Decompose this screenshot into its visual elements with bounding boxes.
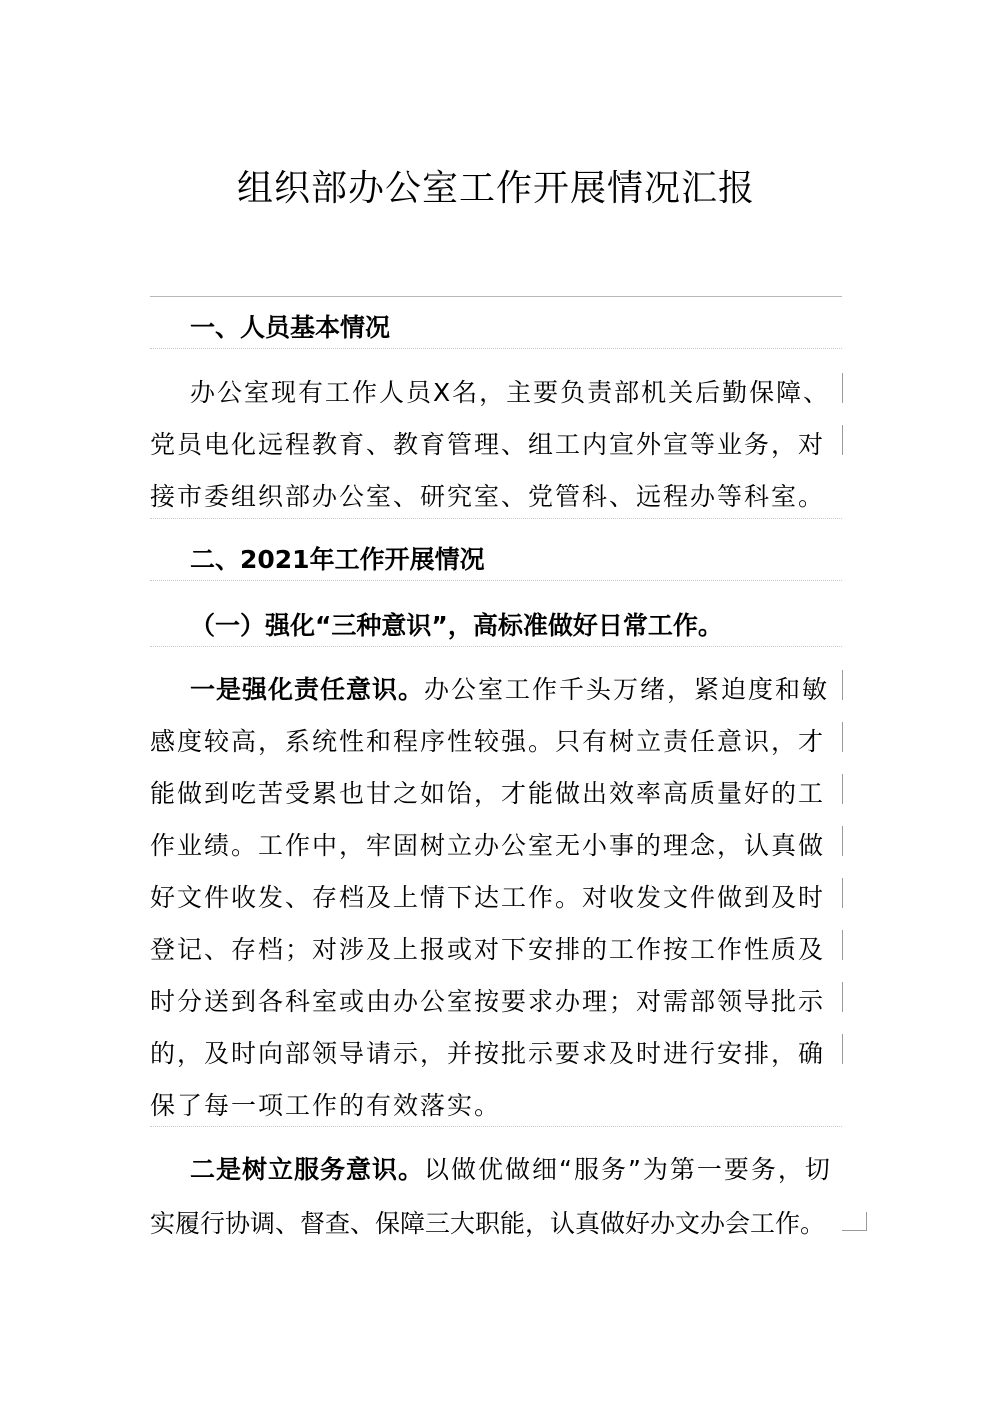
section-heading-1: 一、人员基本情况 xyxy=(190,313,391,342)
paragraph-line xyxy=(190,670,829,706)
paragraph-end-mark xyxy=(842,1212,867,1231)
paragraph-divider xyxy=(150,1126,842,1127)
paragraph-text: 办公室工作千头万绪，紧迫度和敏 xyxy=(424,675,830,704)
margin-mark xyxy=(842,425,843,455)
paragraph-line: 办公室现有工作人员X名，主要负责部机关后勤保障、 xyxy=(190,378,831,407)
paragraph-line: 接市委组织部办公室、研究室、党管科、远程办等科室。 xyxy=(150,482,826,511)
margin-mark xyxy=(842,1034,843,1064)
margin-mark xyxy=(842,722,843,752)
document-title: 组织部办公室工作开展情况汇报 xyxy=(236,168,755,209)
paragraph-text: 以做优做细“服务”为第一要务，切 xyxy=(424,1155,832,1184)
margin-mark xyxy=(842,774,843,804)
margin-mark xyxy=(842,670,843,700)
margin-mark xyxy=(842,930,843,960)
margin-mark xyxy=(842,982,843,1012)
paragraph-divider xyxy=(150,646,842,647)
margin-mark xyxy=(842,373,843,403)
paragraph-line: 时分送到各科室或由办公室按要求办理；对需部领导批示 xyxy=(150,987,826,1016)
paragraph-divider xyxy=(150,518,842,519)
paragraph-line: 实履行协调、督查、保障三大职能，认真做好办文办会工作。 xyxy=(150,1209,826,1238)
paragraph-line: 好文件收发、存档及上情下达工作。对收发文件做到及时 xyxy=(150,883,826,912)
paragraph-line: 作业绩。工作中，牢固树立办公室无小事的理念，认真做 xyxy=(150,831,826,860)
paragraph-divider xyxy=(150,348,842,349)
subsection-heading-1: （一）强化“三种意识”，高标准做好日常工作。 xyxy=(190,611,723,640)
paragraph-line: 的，及时向部领导请示，并按批示要求及时进行安排，确 xyxy=(150,1039,826,1068)
paragraph-lead: 二是树立服务意识。 xyxy=(190,1155,425,1184)
paragraph-line: 能做到吃苦受累也甘之如饴，才能做出效率高质量好的工 xyxy=(150,779,826,808)
section-heading-2: 二、2021年工作开展情况 xyxy=(190,545,485,574)
paragraph-line: 登记、存档；对涉及上报或对下安排的工作按工作性质及 xyxy=(150,935,826,964)
paragraph-line: 感度较高，系统性和程序性较强。只有树立责任意识，才 xyxy=(150,727,826,756)
paragraph-line xyxy=(190,1150,832,1186)
paragraph-line: 党员电化远程教育、教育管理、组工内宣外宣等业务，对 xyxy=(150,430,826,459)
paragraph-divider xyxy=(150,580,842,581)
paragraph-line: 保了每一项工作的有效落实。 xyxy=(150,1091,502,1120)
margin-mark xyxy=(842,878,843,908)
header-rule xyxy=(150,296,842,297)
margin-mark xyxy=(842,826,843,856)
paragraph-lead: 一是强化责任意识。 xyxy=(190,675,425,704)
